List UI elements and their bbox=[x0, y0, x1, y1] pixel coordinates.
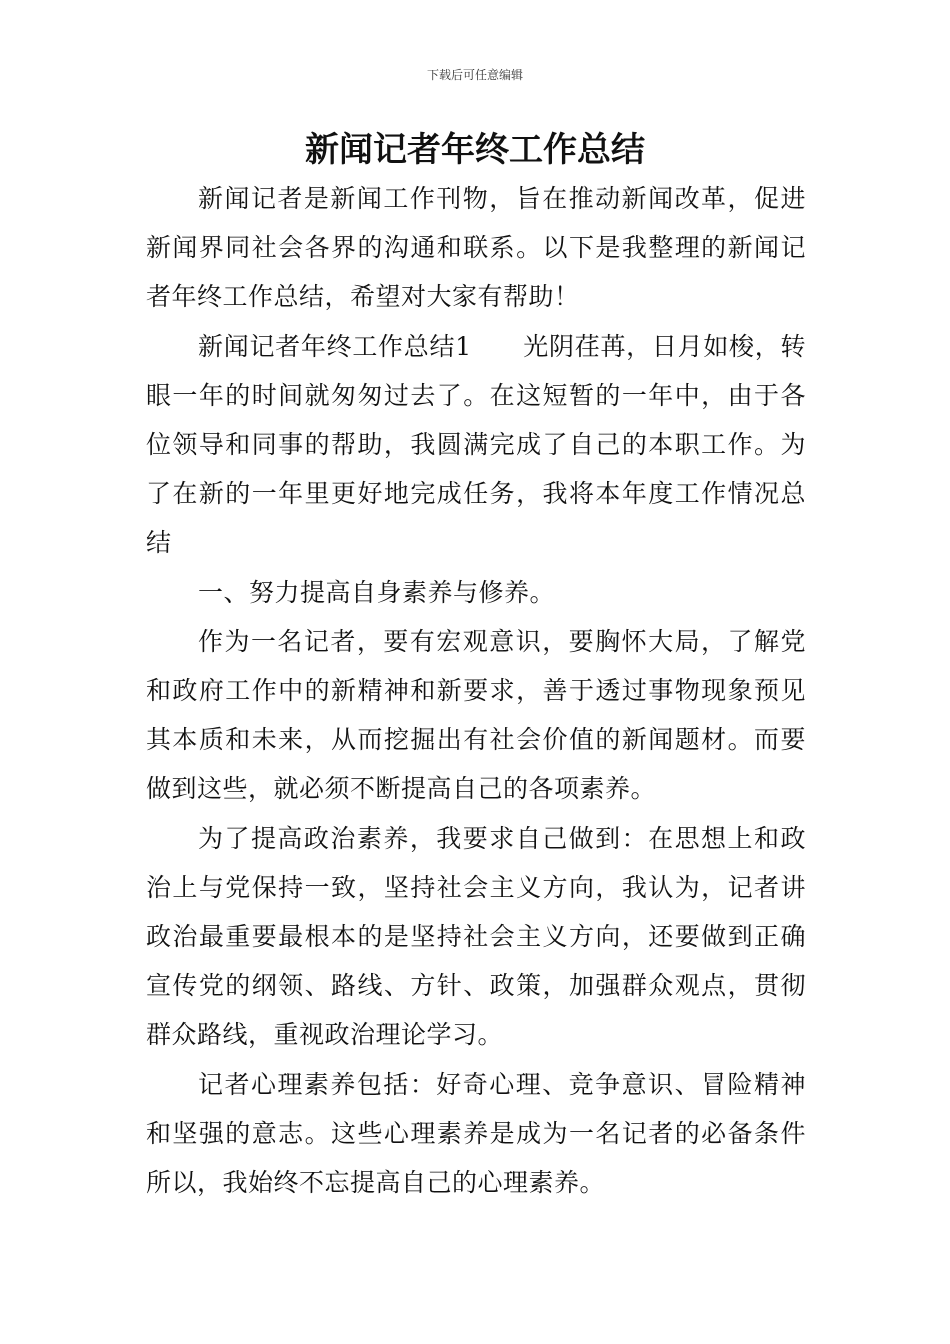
section-heading-1: 一、努力提高自身素养与修养。 bbox=[198, 577, 556, 607]
paragraph-psychological-quality: 记者心理素养包括：好奇心理、竞争意识、冒险精神和坚强的意志。这些心理素养是成为一名记者的必备条件所以，我始终不忘提高自己的心理素养。 bbox=[146, 1069, 806, 1198]
paragraph-intro: 新闻记者是新闻工作刊物，旨在推动新闻改革，促进新闻界同社会各界的沟通和联系。以下是我整理的新闻记者年终工作总结，希望对大家有帮助！ bbox=[146, 184, 806, 312]
header-note: 下载后可任意编辑 bbox=[426, 68, 523, 82]
paragraph-summary-1: 新闻记者年终工作总结1 光阴荏苒，日月如梭，转眼一年的时间就匆匆过去了。在这短暂的一年中，由于各位领导和同事的帮助，我圆满完成了自己的本职工作。为了在新的一年里更好地完成任务，我将本年度工作情况总结 bbox=[146, 331, 806, 558]
paragraph-reporter-awareness: 作为一名记者，要有宏观意识，要胸怀大局，了解党和政府工作中的新精神和新要求，善于透过事物现象预见其本质和未来，从而挖掘出有社会价值的新闻题材。而要做到这些，就必须不断提高自己的各项素养。 bbox=[146, 626, 806, 804]
paragraph-political-quality: 为了提高政治素养，我要求自己做到：在思想上和政治上与党保持一致，坚持社会主义方向，我认为，记者讲政治最重要最根本的是坚持社会主义方向，还要做到正确宣传党的纲领、路线、方针、政策，加强群众观点，贯彻群众路线，重视政治理论学习。 bbox=[146, 823, 806, 1050]
document-title: 新闻记者年终工作总结 bbox=[305, 130, 645, 170]
document-body bbox=[146, 174, 806, 1207]
